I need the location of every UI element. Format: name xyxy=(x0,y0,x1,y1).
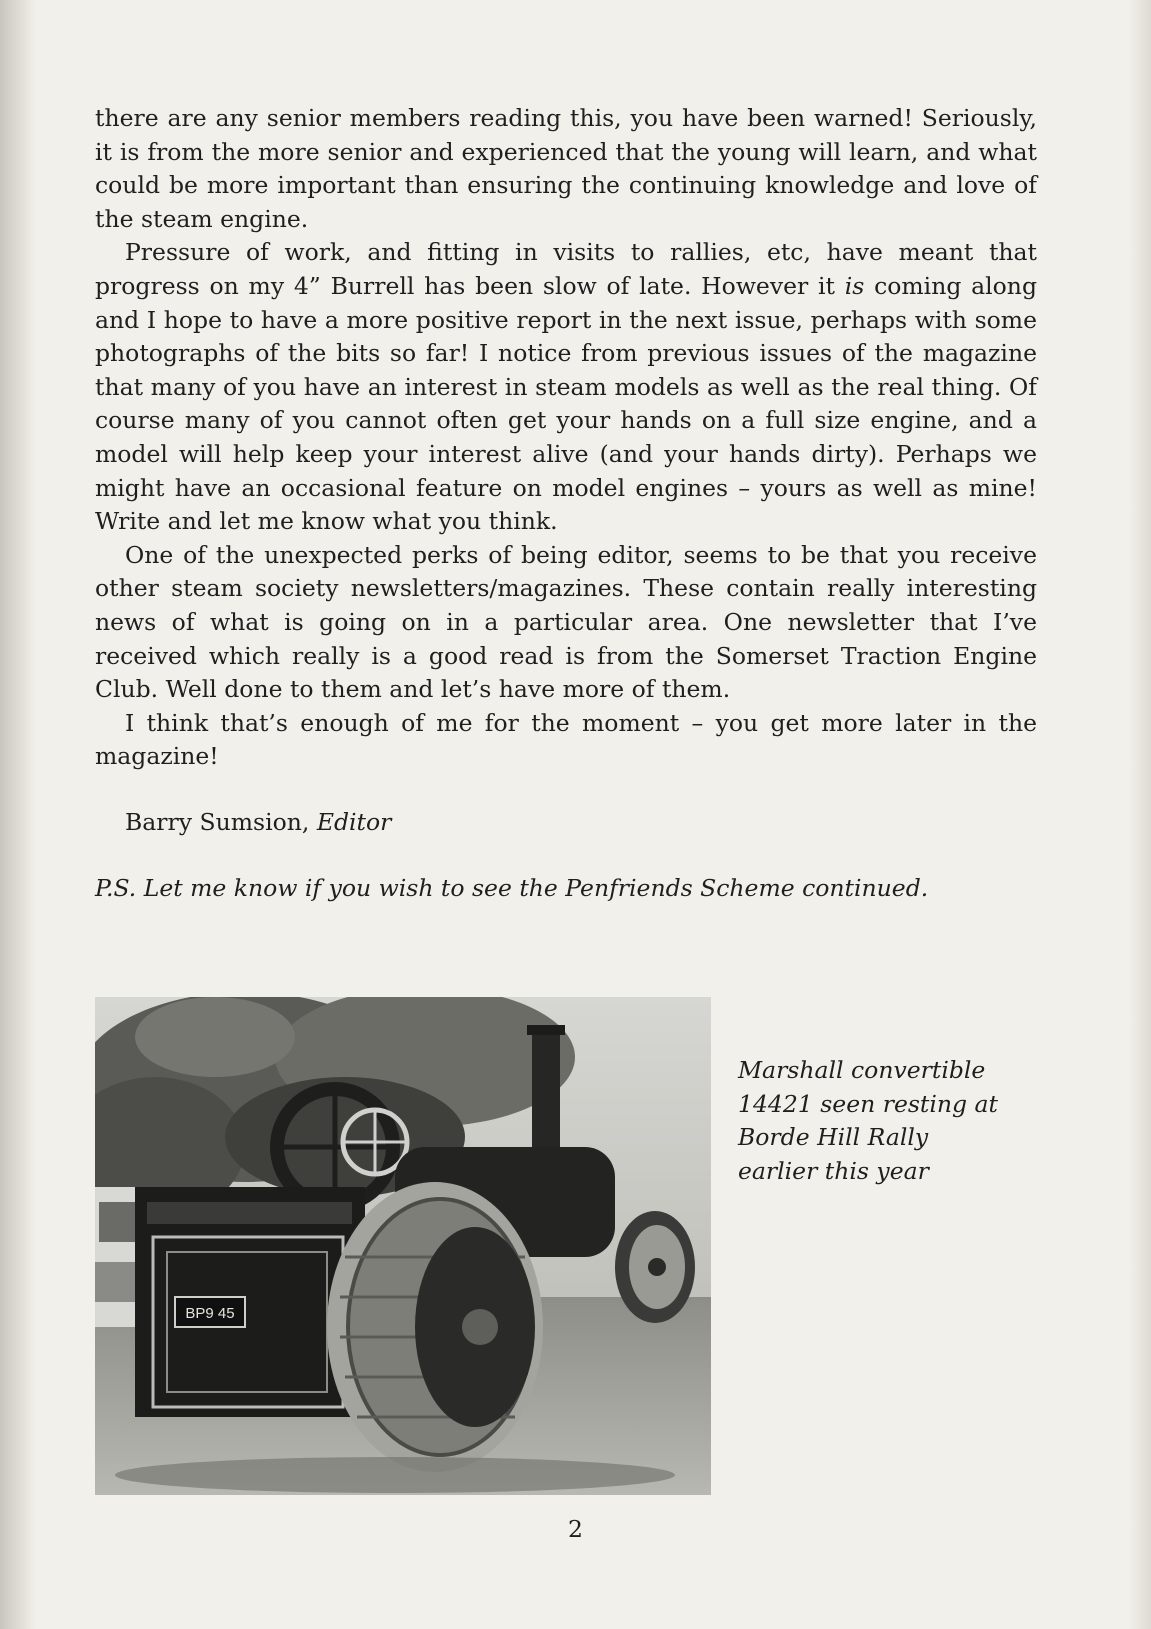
paragraph-4: I think that’s enough of me for the moment – you get more later in the magazine! xyxy=(95,708,1037,771)
paragraph-2-emphasis: is xyxy=(844,271,865,300)
paragraph-2-part-2: coming along and I hope to have a more positive report in the next issue, perhaps with some photographs of the bits so far! I notice from previous issues of the magazine that many of you have an interest in steam models as well as the real thing. Of course many of you cannot often get your hands on a full size engine, and a model will help keep your interest alive (and your hands dirty). Perhaps we might have an occasional feature on model engines – yours as well as mine! Write and let me know what you think. xyxy=(95,271,1037,536)
paragraph-2-part-1: Pressure of work, and fitting in visits to rallies, etc, have meant that progress on my 4” Burrell has been slow of late. However it xyxy=(95,238,1037,300)
page-edge-shadow xyxy=(1129,0,1151,1629)
paragraph-2 xyxy=(95,236,1037,538)
caption-line-1: Marshall convertible xyxy=(738,1056,986,1084)
page-binding-shadow xyxy=(0,0,36,1629)
postscript: P.S. Let me know if you wish to see the Penfriends Scheme continued. xyxy=(95,874,929,902)
traction-engine-illustration xyxy=(95,997,711,1495)
caption-line-4: earlier this year xyxy=(738,1156,929,1185)
paragraph-3: One of the unexpected perks of being editor, seems to be that you receive other steam society newsletters/magazines. These contain really interesting news of what is going on in a particular area. One newsletter that I’ve received which really is a good read is from the Somerset Traction Engine Club. Well done to them and let’s have more of them. xyxy=(95,540,1037,704)
paragraph-1: there are any senior members reading this, you have been warned! Seriously, it is from the more senior and experienced that the young will learn, and what could be more important than ensuring the continuing knowledge and love of the steam engine. xyxy=(95,104,1037,233)
editor-name: Barry Sumsion, xyxy=(125,808,317,836)
caption-line-2: 14421 seen resting at xyxy=(738,1089,998,1118)
article-body xyxy=(95,102,1037,774)
caption-line-3: Borde Hill Rally xyxy=(738,1123,929,1151)
editor-role: Editor xyxy=(316,808,392,836)
page-number: 2 xyxy=(568,1515,583,1543)
traction-engine-photo xyxy=(95,997,711,1495)
registration-plate-text: BP9 45 xyxy=(185,1305,235,1322)
editor-signature xyxy=(125,806,391,839)
photo-caption xyxy=(738,1054,1058,1188)
